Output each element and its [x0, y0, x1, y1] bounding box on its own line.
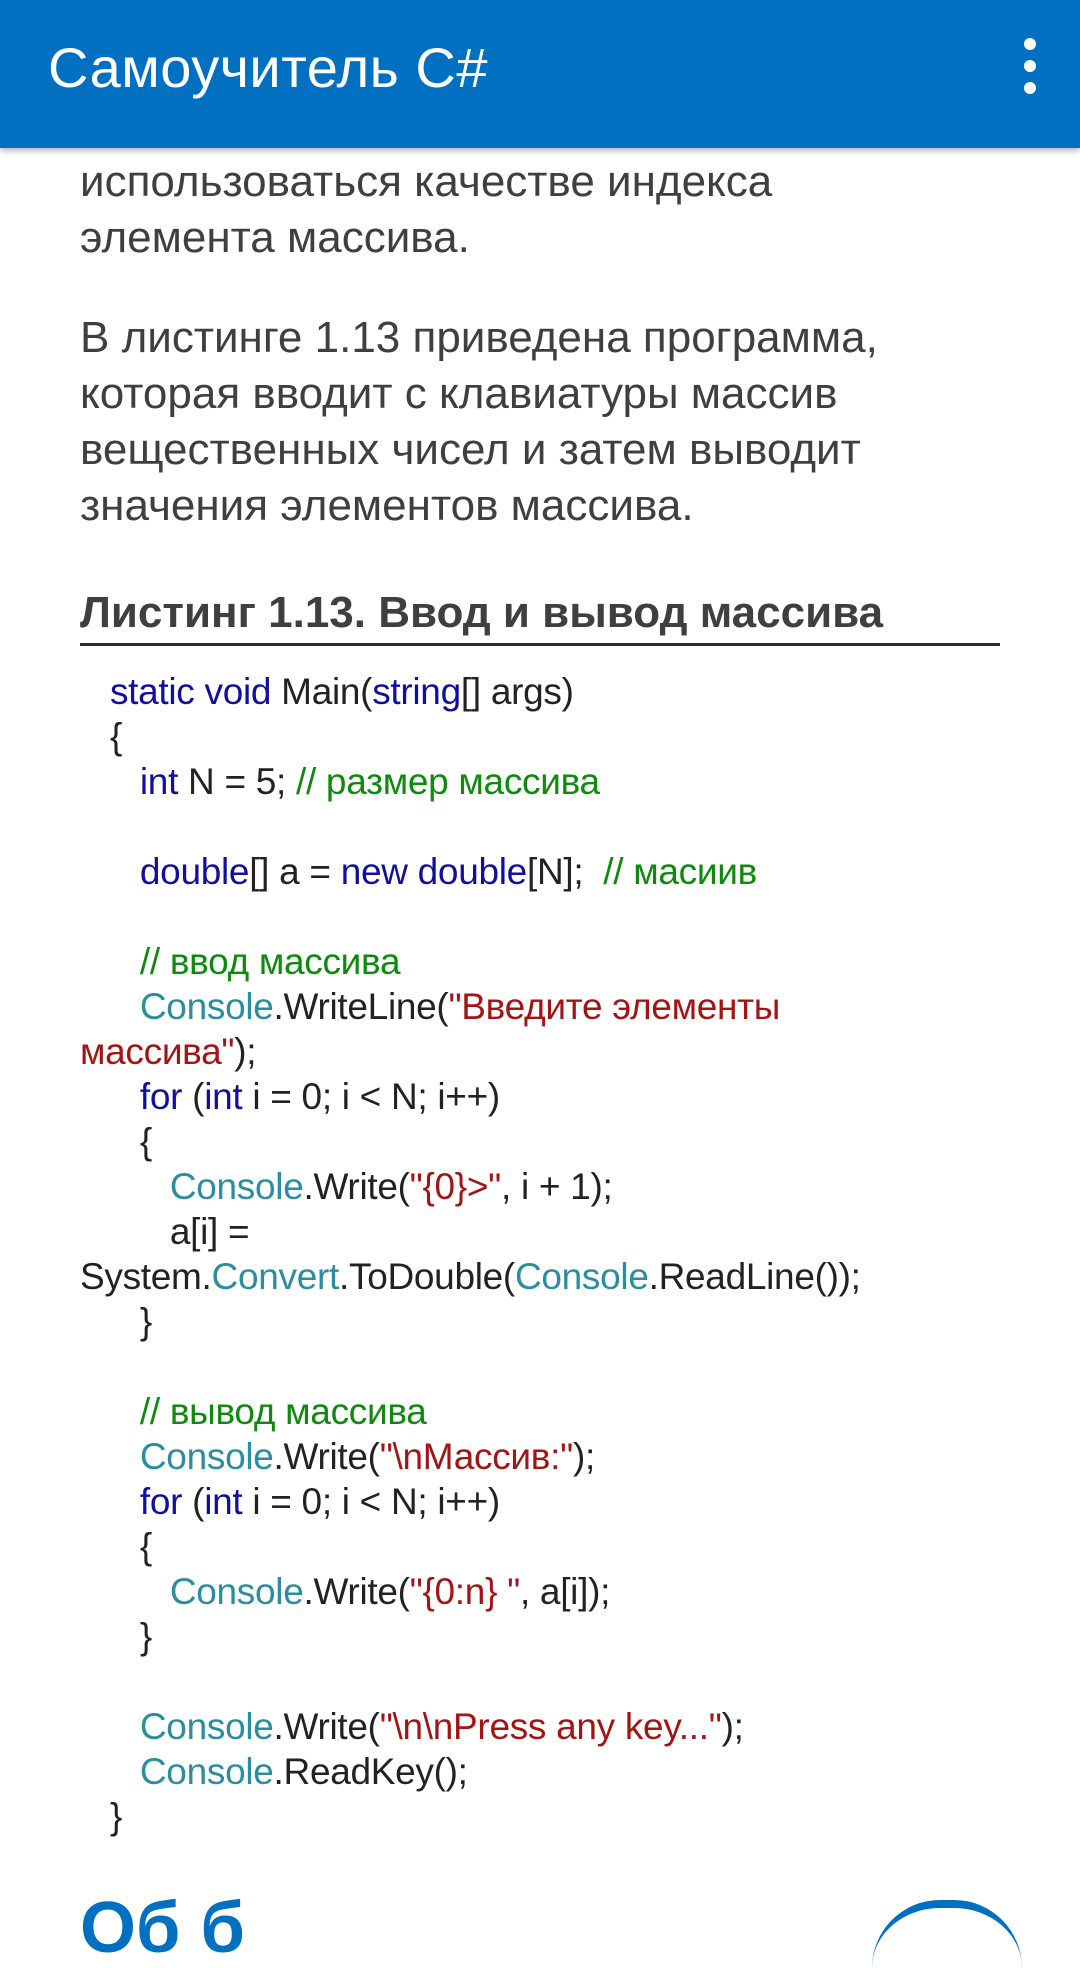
- code-token: string: [372, 671, 461, 712]
- code-token: [] args): [460, 671, 574, 712]
- code-listing: [80, 669, 1040, 1839]
- code-token: for: [139, 1481, 183, 1522]
- code-line: [80, 1344, 1040, 1389]
- code-token: Main(: [271, 671, 373, 712]
- code-token: [80, 1166, 170, 1207]
- code-line: [80, 984, 1040, 1029]
- code-token: (: [182, 1481, 205, 1522]
- app-bar: [0, 0, 1080, 148]
- code-token: [80, 761, 140, 802]
- code-line: [80, 939, 1040, 984]
- code-token: double: [139, 851, 250, 892]
- code-token: "Введите элементы: [448, 986, 781, 1027]
- code-line: [80, 1254, 1040, 1299]
- app-title: Самоучитель C#: [48, 36, 488, 99]
- code-token: // ввод массива: [139, 941, 401, 982]
- code-line: [80, 1164, 1040, 1209]
- code-line: [80, 1749, 1040, 1794]
- code-token: [80, 941, 140, 982]
- code-token: Convert: [211, 1256, 340, 1297]
- code-token: // размер массива: [295, 761, 600, 802]
- code-token: i = 0; i < N; i++): [242, 1076, 500, 1117]
- code-token: .Write(: [273, 1436, 380, 1477]
- more-vert-icon[interactable]: [998, 30, 1062, 102]
- code-line: [80, 669, 1040, 714]
- code-token: a[i] =: [80, 1211, 250, 1252]
- code-token: "\n\nPress any key...": [379, 1706, 722, 1747]
- paragraph-listing-description: В листинге 1.13 приведена программа, которая вводит с клавиатуры массив вещественных чисел и затем выводит значения элементов массива.: [80, 313, 878, 530]
- next-section-heading: Об б: [80, 1888, 245, 1968]
- paragraph-intro: использоваться качестве индекса элемента массива.: [80, 157, 773, 262]
- code-token: , a[i]);: [519, 1571, 611, 1612]
- partial-graphic: [872, 1900, 1022, 1968]
- code-token: // масиив: [603, 851, 757, 892]
- code-token: [80, 1706, 140, 1747]
- code-token: );: [721, 1706, 744, 1747]
- code-line: [80, 849, 1040, 894]
- code-token: int: [204, 1481, 243, 1522]
- code-line: [80, 1299, 1040, 1344]
- menu-dot: [1024, 38, 1036, 50]
- menu-dot: [1024, 82, 1036, 94]
- code-token: массива": [80, 1031, 235, 1072]
- code-token: [N];: [526, 851, 604, 892]
- code-token: "\nМассив:": [379, 1436, 573, 1477]
- code-line: [80, 1074, 1040, 1119]
- code-token: , i + 1);: [501, 1166, 613, 1207]
- code-token: }: [80, 1616, 152, 1657]
- code-token: {: [80, 1121, 152, 1162]
- code-token: .Write(: [303, 1571, 410, 1612]
- code-token: .Write(: [303, 1166, 410, 1207]
- code-token: [80, 986, 140, 1027]
- code-token: Console: [139, 1706, 274, 1747]
- code-token: [80, 1481, 140, 1522]
- code-token: [80, 1751, 140, 1792]
- code-line: [80, 1434, 1040, 1479]
- code-token: double: [417, 851, 527, 892]
- code-token: int: [204, 1076, 243, 1117]
- code-line: [80, 894, 1040, 939]
- code-line: [80, 714, 1040, 759]
- code-token: N = 5;: [178, 761, 296, 802]
- listing-title: Листинг 1.13. Ввод и вывод массива: [80, 583, 1000, 646]
- code-line: [80, 1659, 1040, 1704]
- code-token: {: [80, 1526, 152, 1567]
- code-token: System.: [80, 1256, 212, 1297]
- code-token: .ReadKey();: [273, 1751, 468, 1792]
- code-token: );: [572, 1436, 595, 1477]
- code-token: Console: [139, 1751, 274, 1792]
- code-token: for: [139, 1076, 183, 1117]
- code-token: void: [204, 671, 272, 712]
- code-token: .WriteLine(: [273, 986, 449, 1027]
- code-line: [80, 1479, 1040, 1524]
- code-token: .ToDouble(: [339, 1256, 515, 1297]
- code-token: Console: [139, 986, 274, 1027]
- code-line: [80, 1209, 1040, 1254]
- code-token: [195, 671, 205, 712]
- code-line: [80, 1794, 1040, 1839]
- code-token: );: [234, 1031, 257, 1072]
- code-token: "{0:n} ": [409, 1571, 520, 1612]
- code-line: [80, 759, 1040, 804]
- menu-dot: [1024, 60, 1036, 72]
- code-token: // вывод массива: [139, 1391, 427, 1432]
- code-line: [80, 1614, 1040, 1659]
- code-token: .ReadLine());: [648, 1256, 861, 1297]
- code-token: int: [139, 761, 179, 802]
- code-token: i = 0; i < N; i++): [242, 1481, 500, 1522]
- code-line: [80, 1569, 1040, 1614]
- code-token: Console: [169, 1571, 304, 1612]
- code-token: }: [80, 1301, 152, 1342]
- code-token: [80, 1436, 140, 1477]
- code-token: {: [80, 716, 122, 757]
- code-token: [80, 1391, 140, 1432]
- code-token: [408, 851, 418, 892]
- code-token: Console: [514, 1256, 649, 1297]
- code-token: [80, 671, 110, 712]
- code-token: Console: [139, 1436, 274, 1477]
- code-line: [80, 1524, 1040, 1569]
- code-line: [80, 1029, 1040, 1074]
- code-token: }: [80, 1796, 122, 1837]
- code-line: [80, 804, 1040, 849]
- code-token: static: [109, 671, 195, 712]
- code-token: new: [340, 851, 408, 892]
- code-line: [80, 1389, 1040, 1434]
- code-token: [] a =: [249, 851, 341, 892]
- code-token: [80, 851, 140, 892]
- code-token: [80, 1076, 140, 1117]
- code-token: Console: [169, 1166, 304, 1207]
- code-token: "{0}>": [409, 1166, 502, 1207]
- code-token: (: [182, 1076, 205, 1117]
- code-token: [80, 1571, 170, 1612]
- code-line: [80, 1704, 1040, 1749]
- code-line: [80, 1119, 1040, 1164]
- code-token: .Write(: [273, 1706, 380, 1747]
